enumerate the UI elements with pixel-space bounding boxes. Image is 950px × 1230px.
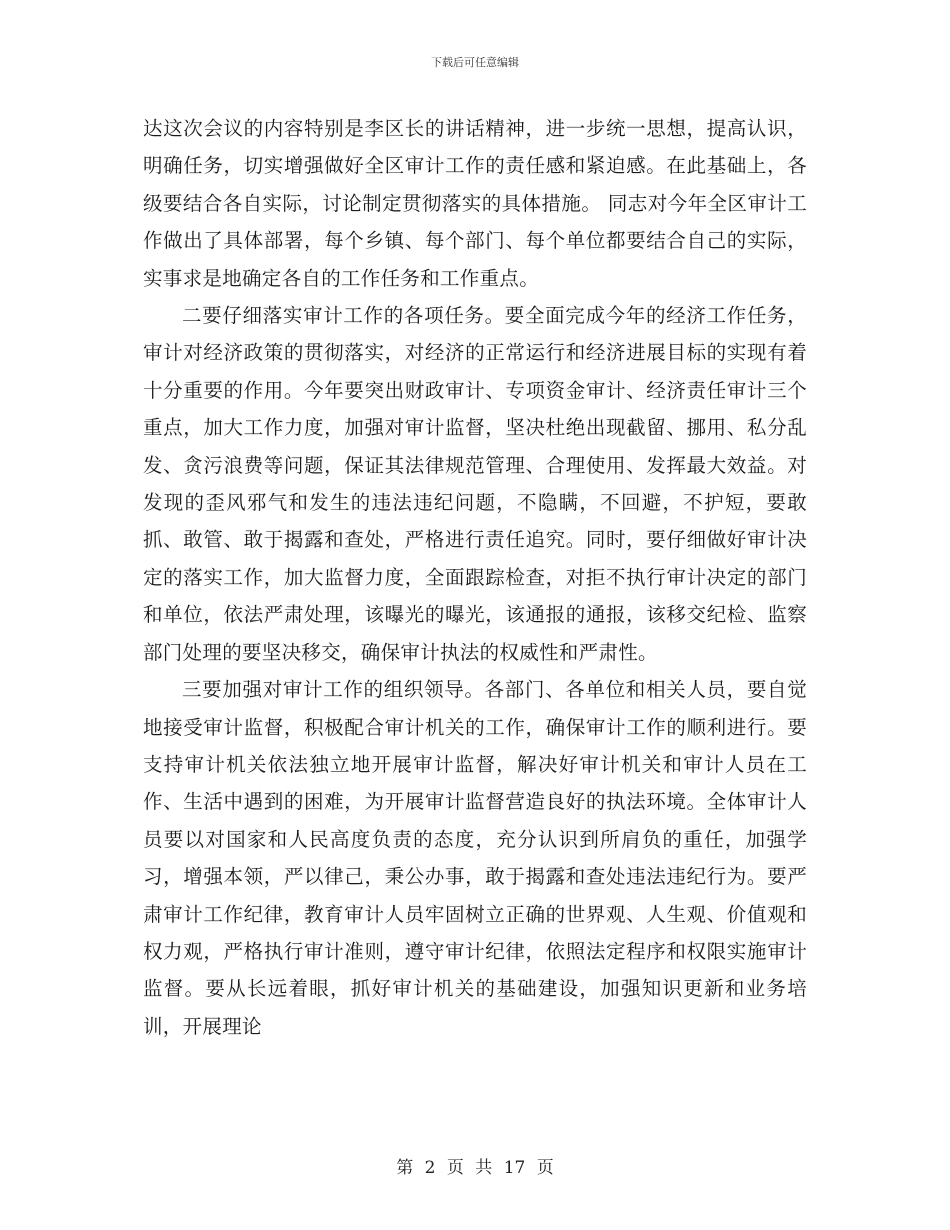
paragraph-3: 三要加强对审计工作的组织领导。各部门、各单位和相关人员，要自觉地接受审计监督，积极配合审计机关的工作，确保审计工作的顺利进行。要支持审计机关依法独立地开展审计监督，解决好审计机关和审计人员在工作、生活中遇到的困难，为开展审计监督营造良好的执法环境。全体审计人员要以对国家和人民高度负责的态度，充分认识到所肩负的重任，加强学习，增强本领，严以律己，秉公办事，敢于揭露和查处违法违纪行为。要严肃审计工作纪律，教育审计人员牢固树立正确的世界观、人生观、价值观和权力观，严格执行审计准则，遵守审计纪律，依照法定程序和权限实施审计监督。要从长远着眼，抓好审计机关的基础建设，加强知识更新和业务培训，开展理论 [143, 678, 807, 1038]
page-header-note: 下载后可任意编辑 [431, 56, 519, 69]
page-number: 第 2 页 共 17 页 [396, 1158, 554, 1178]
document-body [143, 110, 807, 1045]
paragraph-1: 达这次会议的内容特别是李区长的讲话精神，进一步统一思想，提高认识，明确任务，切实增强做好全区审计工作的责任感和紧迫感。在此基础上，各级要结合各自实际，讨论制定贯彻落实的具体措施。 同志对今年全区审计工作做出了具体部署，每个乡镇、每个部门、每个单位都要结合自己的实际，实事求是地确定各自的工作任务和工作重点。 [143, 117, 807, 290]
paragraph-2: 二要仔细落实审计工作的各项任务。要全面完成今年的经济工作任务，审计对经济政策的贯彻落实，对经济的正常运行和经济进展目标的实现有着十分重要的作用。今年要突出财政审计、专项资金审计、经济责任审计三个重点，加大工作力度，加强对审计监督，坚决杜绝出现截留、挪用、私分乱发、贪污浪费等问题，保证其法律规范管理、合理使用、发挥最大效益。对发现的歪风邪气和发生的违法违纪问题，不隐瞒，不回避，不护短，要敢抓、敢管、敢于揭露和查处，严格进行责任追究。同时，要仔细做好审计决定的落实工作，加大监督力度，全面跟踪检查，对拒不执行审计决定的部门和单位，依法严肃处理，该曝光的曝光，该通报的通报，该移交纪检、监察部门处理的要坚决移交，确保审计执法的权威性和严肃性。 [143, 304, 807, 664]
